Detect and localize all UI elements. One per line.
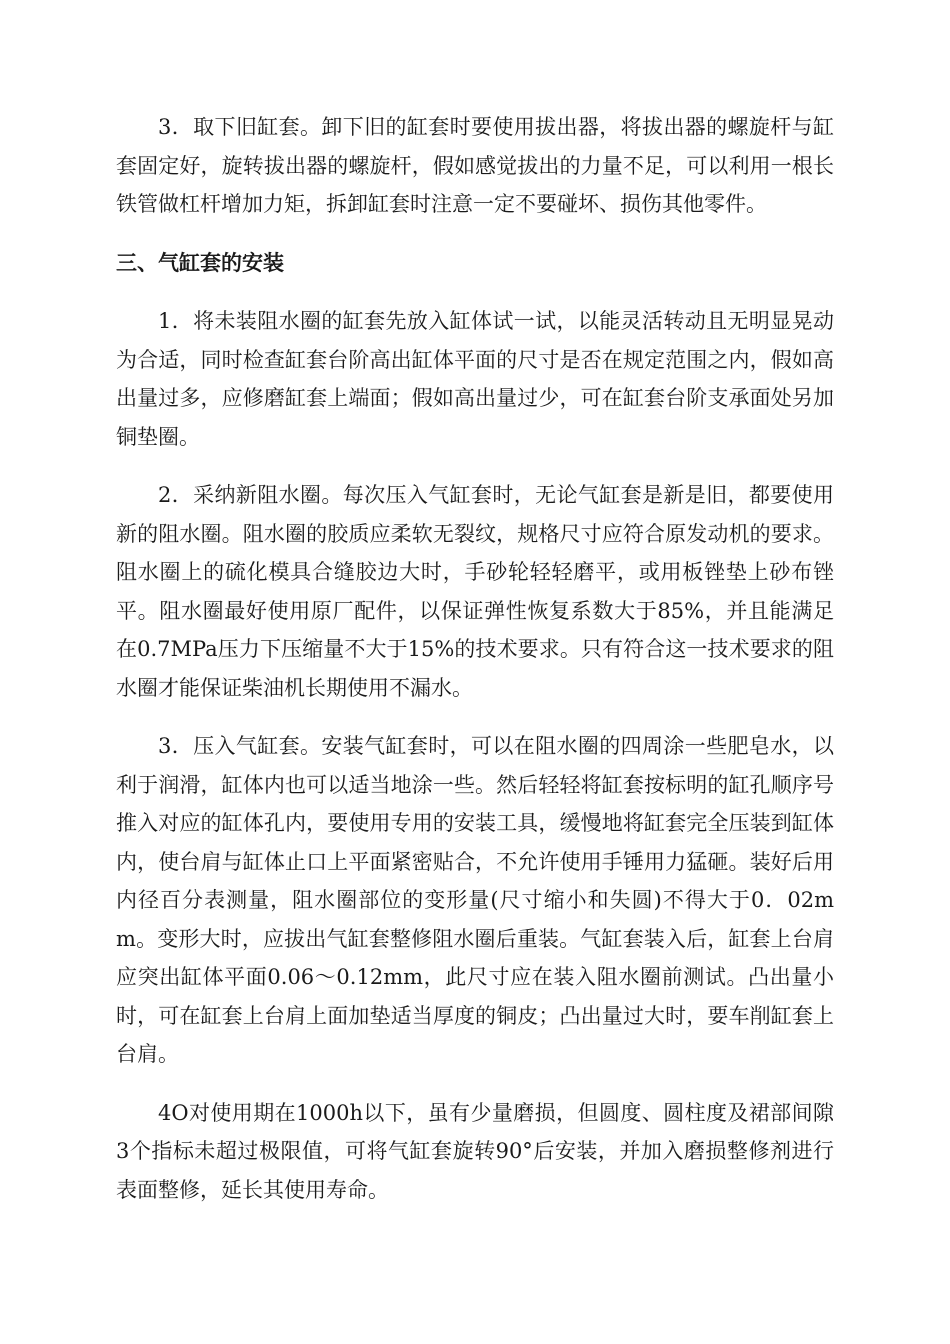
section-heading: 三、气缸套的安装 [116,250,284,275]
paragraph-new-seal-ring: 2．采纳新阻水圈。每次压入气缸套时，无论气缸套是新是旧，都要使用新的阻水圈。阻水圈的胶质应柔软无裂纹，规格尺寸应符合原发动机的要求。阻水圈上的硫化模具合缝胶边大时，手砂轮轻轻磨平，或用板锉垫上砂布锉平。阻水圈最好使用原厂配件，以保证弹性恢复系数大于85%，并且能满足在0.7MPa压力下压缩量不大于15%的技术要求。只有符合这一技术要求的阻水圈才能保证柴油机长期使用不漏水。 [116,483,834,700]
paragraph-press-in-liner: 3．压入气缸套。安装气缸套时，可以在阻水圈的四周涂一些肥皂水，以利于润滑，缸体内也可以适当地涂一些。然后轻轻将缸套按标明的缸孔顺序号推入对应的缸体孔内，要使用专用的安装工具，缓慢地将缸套完全压装到缸体内，使台肩与缸体止口上平面紧密贴合，不允许使用手锤用力猛砸。装好后用内径百分表测量，阻水圈部位的变形量(尺寸缩小和失圆)不得大于0．02mm。变形大时，应拔出气缸套整修阻水圈后重装。气缸套装入后，缸套上台肩应突出缸体平面0.06～0.12mm，此尺寸应在装入阻水圈前测试。凸出量小时，可在缸套上台肩上面加垫适当厚度的铜皮；凸出量过大时，要车削缸套上台肩。 [116,734,834,1066]
paragraph-rotate-liner: 4O对使用期在1000h以下，虽有少量磨损，但圆度、圆柱度及裙部间隙3个指标未超过极限值，可将气缸套旋转90°后安装，并加入磨损整修剂进行表面整修，延长其使用寿命。 [116,1100,834,1202]
paragraph-trial-fit: 1．将未装阻水圈的缸套先放入缸体试一试，以能灵活转动且无明显晃动为合适，同时检查缸套台阶高出缸体平面的尺寸是否在规定范围之内，假如高出量过多，应修磨缸套上端面；假如高出量过少，可在缸套台阶支承面处另加铜垫圈。 [116,309,834,449]
paragraph-remove-old-liner: 3．取下旧缸套。卸下旧的缸套时要使用拔出器，将拔出器的螺旋杆与缸套固定好，旋转拔出器的螺旋杆，假如感觉拔出的力量不足，可以利用一根长铁管做杠杆增加力矩，拆卸缸套时注意一定不要碰坏、损伤其他零件。 [116,115,834,216]
document-page [116,108,834,1229]
